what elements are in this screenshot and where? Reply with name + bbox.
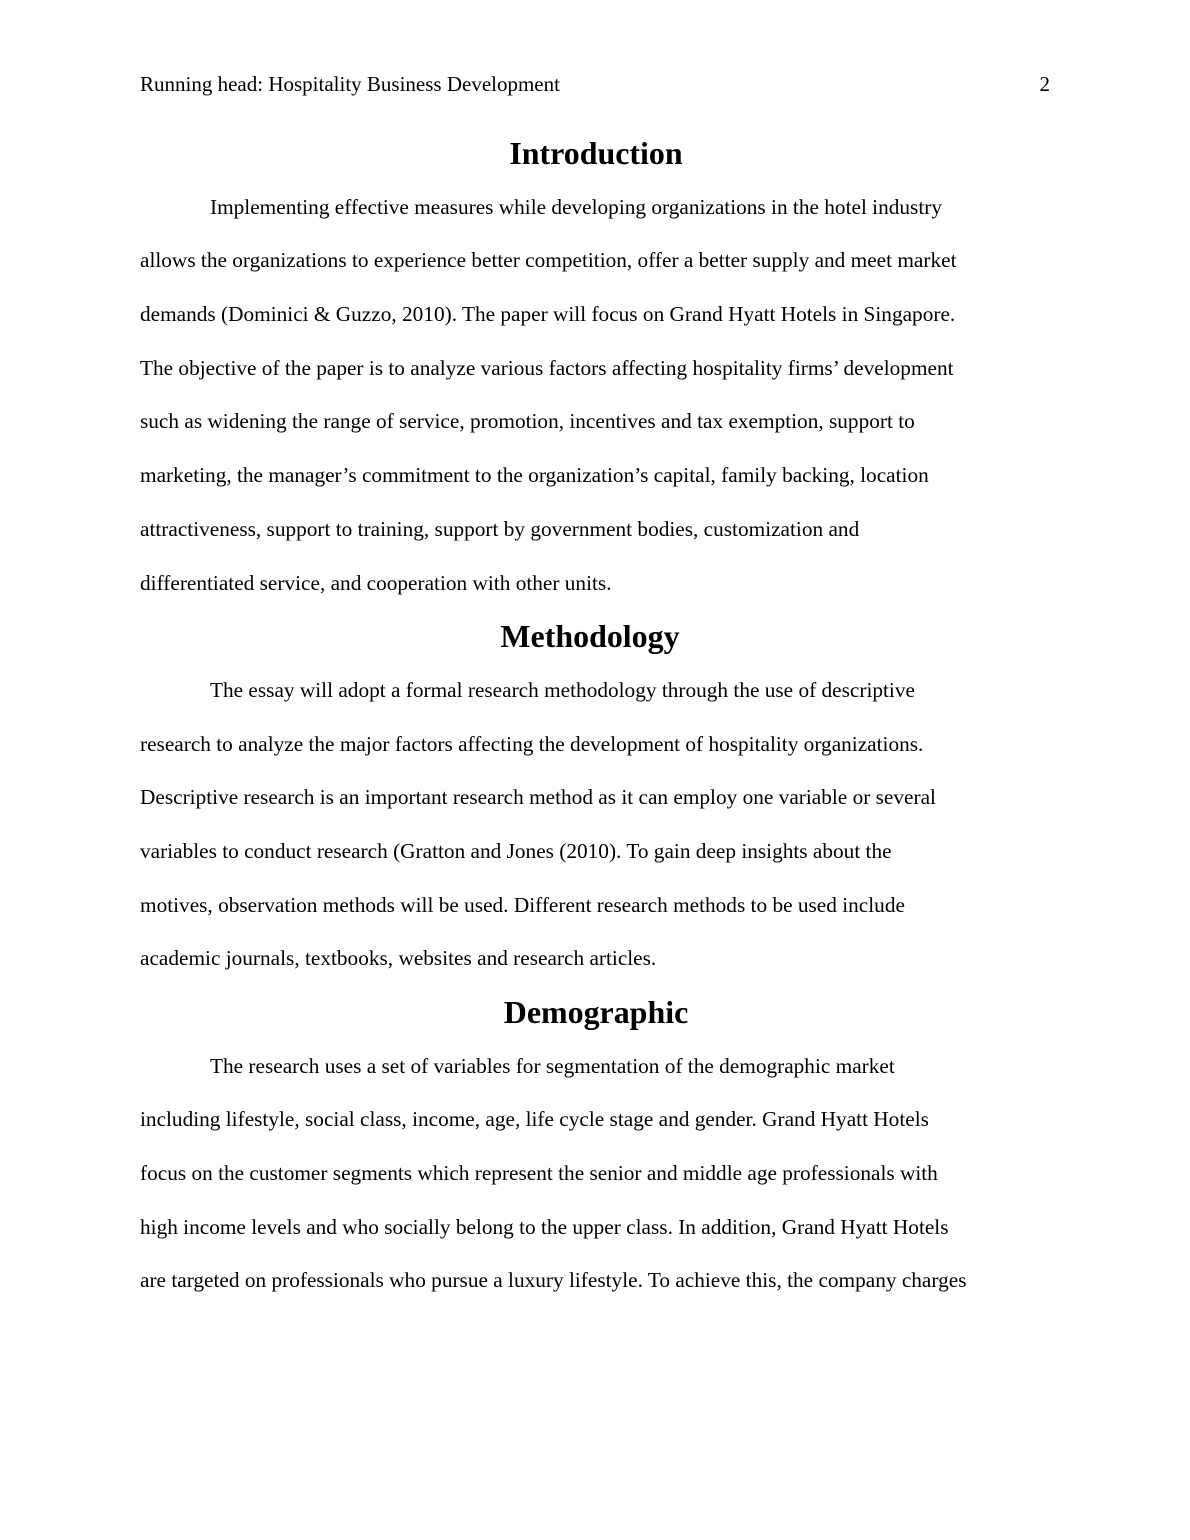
paragraph-line: demands (Dominici & Guzzo, 2010). The paper will focus on Grand Hyatt Hotels in Singapore. xyxy=(140,302,956,327)
section-heading-methodology: Methodology xyxy=(500,619,680,655)
paragraph-line: The objective of the paper is to analyze various factors affecting hospitality firms’ development xyxy=(140,355,954,380)
paragraph-line: are targeted on professionals who pursue a luxury lifestyle. To achieve this, the company charges xyxy=(140,1268,967,1293)
paragraph-line: The essay will adopt a formal research methodology through the use of descriptive xyxy=(210,677,915,702)
paragraph-line: high income levels and who socially belong to the upper class. In addition, Grand Hyatt Hotels xyxy=(140,1214,949,1239)
paragraph-line: attractiveness, support to training, support by government bodies, customization and xyxy=(140,516,860,541)
paragraph-line: marketing, the manager’s commitment to the organization’s capital, family backing, location xyxy=(140,463,929,488)
paragraph-line: motives, observation methods will be used. Different research methods to be used include xyxy=(140,892,905,917)
paragraph-line: research to analyze the major factors affecting the development of hospitality organizations. xyxy=(140,731,924,756)
paragraph-line: differentiated service, and cooperation with other units. xyxy=(140,570,612,595)
paragraph-line: Implementing effective measures while developing organizations in the hotel industry xyxy=(210,194,942,219)
paragraph-line: The research uses a set of variables for segmentation of the demographic market xyxy=(210,1053,895,1078)
page-number: 2 xyxy=(1039,72,1050,96)
paragraph-line: focus on the customer segments which represent the senior and middle age professionals with xyxy=(140,1161,938,1186)
paragraph-introduction xyxy=(140,181,1052,611)
page-header xyxy=(140,70,1050,100)
paragraph-line: including lifestyle, social class, income, age, life cycle stage and gender. Grand Hyatt Hotels xyxy=(140,1107,929,1132)
paragraph-line: academic journals, textbooks, websites and research articles. xyxy=(140,946,657,971)
paragraph-line: variables to conduct research (Gratton and Jones (2010). To gain deep insights about the xyxy=(140,838,892,863)
paragraph-methodology xyxy=(140,664,1052,986)
document-body xyxy=(140,127,1052,1308)
paragraph-line: allows the organizations to experience better competition, offer a better supply and meet market xyxy=(140,248,957,273)
running-head: Running head: Hospitality Business Development xyxy=(140,72,560,96)
paragraph-line: Descriptive research is an important research method as it can employ one variable or several xyxy=(140,785,936,810)
section-heading-demographic: Demographic xyxy=(503,995,689,1030)
paragraph-line: such as widening the range of service, promotion, incentives and tax exemption, support to xyxy=(140,409,915,434)
section-heading-introduction: Introduction xyxy=(509,136,683,171)
paragraph-demographic xyxy=(140,1040,1052,1308)
